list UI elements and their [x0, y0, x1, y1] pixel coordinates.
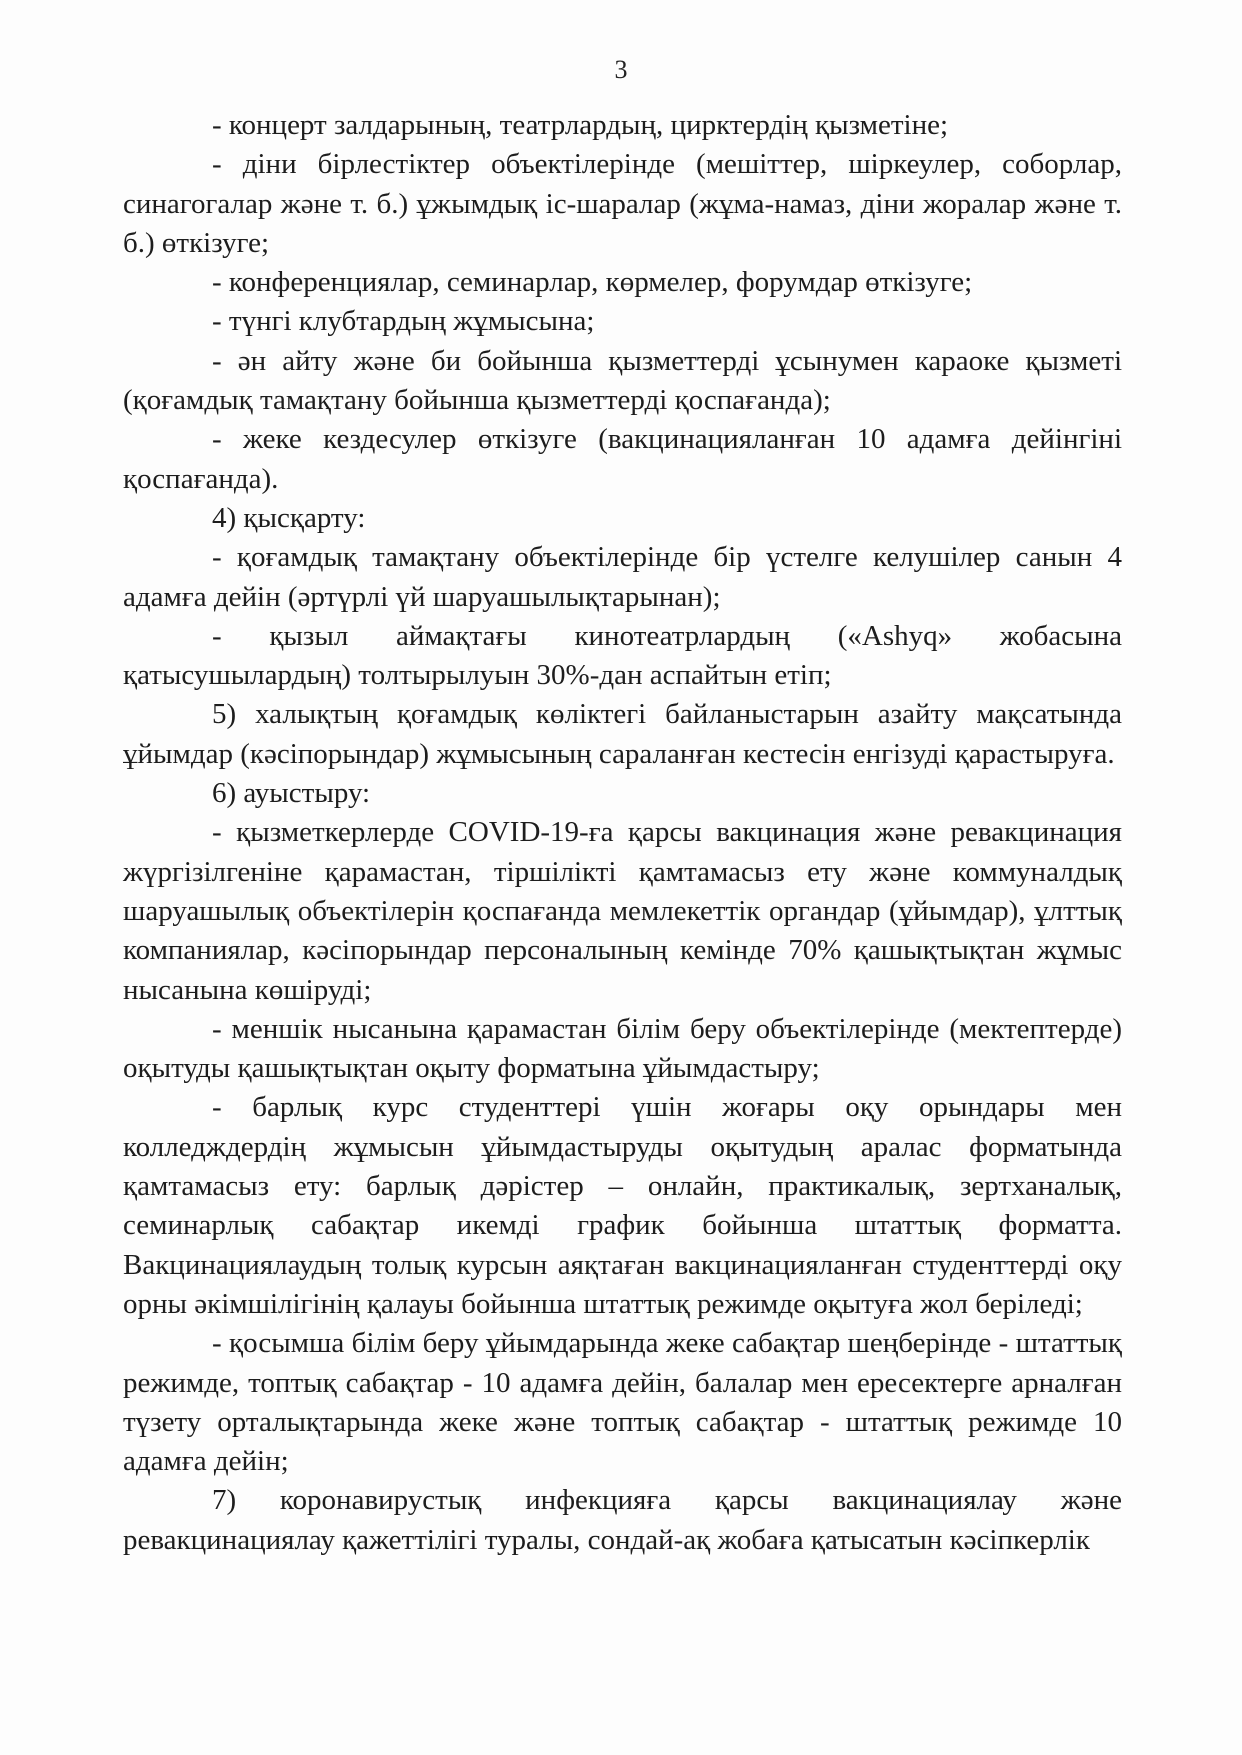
document-body	[123, 106, 1122, 1560]
paragraph: - қоғамдық тамақтану объектілерінде бір үстелге келушілер санын 4 адамға дейін (әртүрлі үй шаруашылықтарынан);	[123, 541, 1122, 613]
paragraph: - меншік нысанына қарамастан білім беру объектілерінде (мектептерде) оқытуды қашықтықтан оқыту форматына ұйымдастыру;	[123, 1012, 1122, 1085]
paragraph: 7) коронавирустық инфекцияға қарсы вакцинациялау және ревакцинациялау қажеттілігі туралы, сондай-ақ жобаға қатысатын кәсіпкерлік	[123, 1484, 1122, 1556]
page-number: 3	[614, 55, 628, 84]
paragraph: 6) ауыстыру:	[212, 777, 371, 810]
paragraph: - қызметкерлерде COVID-19-ға қарсы вакцинация және ревакцинация жүргізілгеніне қарамастан, тіршілікті қамтамасыз ету және коммуналдық шаруашылық объектілерін қоспағанда мемлекеттік органдар (ұйымдар), ұлттық компаниялар, кәсіпорындар персоналының кемінде 70% қашықтықтан жұмыс нысанына көшіруді;	[123, 816, 1122, 1006]
paragraph: - барлық курс студенттері үшін жоғары оқу орындары мен колледждердің жұмысын ұйымдастыруды оқытудың аралас форматында қамтамасыз ету: барлық дәрістер – онлайн, практикалық, зертханалық, семинарлық сабақтар икемді график бойынша штаттық форматта. Вакцинациялаудың толық курсын аяқтаған вакцинацияланған студенттерді оқу орны әкімшілігінің қалауы бойынша штаттық режимде оқытуға жол беріледі;	[123, 1091, 1122, 1320]
paragraph: - концерт залдарының, театрлардың, цирктердің қызметіне;	[212, 109, 949, 141]
paragraph: - қызыл аймақтағы кинотеатрлардың («Ashyq» жобасына қатысушылардың) толтырылуын 30%-дан аспайтын етіп;	[123, 619, 1122, 692]
paragraph: - діни бірлестіктер объектілерінде (мешіттер, шіркеулер, соборлар, синагогалар және т. б.) ұжымдық іс-шаралар (жұма-намаз, діни жоралар және т. б.) өткізуге;	[123, 148, 1122, 259]
paragraph: 5) халықтың қоғамдық көліктегі байланыстарын азайту мақсатында ұйымдар (кәсіпорындар) жұмысының сараланған кестесін енгізуді қарастыруға.	[123, 698, 1122, 770]
paragraph: - түнгі клубтардың жұмысына;	[212, 305, 595, 338]
paragraph: - қосымша білім беру ұйымдарында жеке сабақтар шеңберінде - штаттық режимде, топтық сабақтар - 10 адамға дейін, балалар мен ересектерге арналған түзету орталықтарында жеке және топтық сабақтар - штаттық режимде 10 адамға дейін;	[123, 1327, 1122, 1478]
paragraph: 4) қысқарту:	[212, 501, 366, 534]
paragraph: - жеке кездесулер өткізуге (вакцинацияланған 10 адамға дейінгіні қоспағанда).	[123, 423, 1122, 495]
paragraph: - конференциялар, семинарлар, көрмелер, форумдар өткізуге;	[212, 266, 973, 299]
paragraph: - ән айту және би бойынша қызметтерді ұсынумен караоке қызметі (қоғамдық тамақтану бойынша қызметтерді қоспағанда);	[123, 344, 1122, 417]
